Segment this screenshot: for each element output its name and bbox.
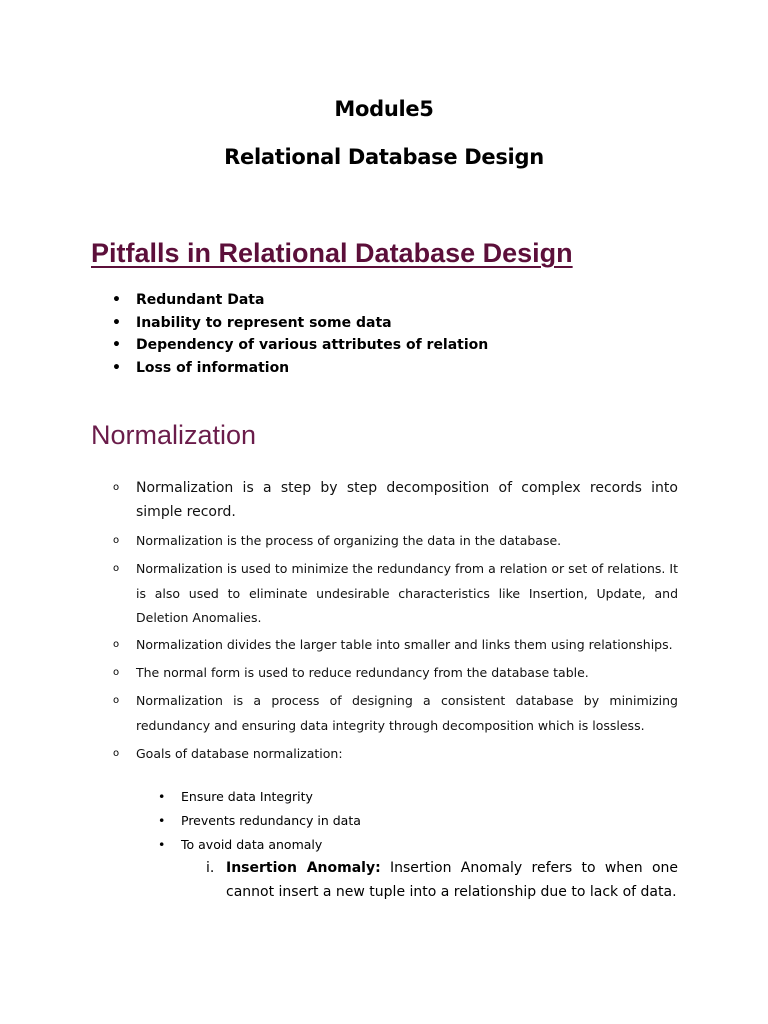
anomaly-definition: Insertion Anomaly refers to when one cannot insert a new tuple into a relationship due to lack of data. — [226, 860, 678, 900]
list-item-text: Dependency of various attributes of relation — [136, 337, 489, 353]
list-item — [112, 334, 488, 357]
list-item-text: To avoid data anomaly — [181, 837, 323, 852]
list-item-text: Redundant Data — [136, 292, 265, 308]
list-item-text: Normalization divides the larger table into smaller and links them using relationships. — [136, 637, 673, 652]
circle-bullet-icon: o — [113, 695, 120, 706]
list-item-text: The normal form is used to reduce redundancy from the database table. — [136, 665, 589, 680]
goals-list — [158, 785, 361, 857]
list-item-text: Goals of database normalization: — [136, 746, 343, 761]
bullet-icon: • — [112, 337, 121, 353]
list-item-text: Normalization is the process of organizing the data in the database. — [136, 533, 562, 548]
anomaly-term: Insertion Anomaly: — [226, 860, 381, 876]
circle-bullet-icon: o — [113, 639, 120, 650]
list-item-text: Loss of information — [136, 359, 290, 376]
roman-numeral: i. — [206, 860, 215, 876]
bullet-icon: • — [158, 837, 166, 852]
list-item — [112, 289, 488, 312]
bullet-icon: • — [112, 292, 121, 308]
list-item — [112, 357, 488, 380]
list-item-text: Normalization is a process of designing a consistent database by minimizing redundancy and ensuring data integrity through decomposition which is lossless. — [136, 693, 678, 733]
list-item-text: Normalization is used to minimize the redundancy from a relation or set of relations. It is also used to eliminate undesirable characteristics like Insertion, Update, and Deletion Anomalies. — [136, 561, 678, 625]
circle-bullet-icon: o — [113, 482, 120, 493]
bullet-icon: • — [158, 813, 166, 828]
circle-bullet-icon: o — [113, 535, 120, 546]
list-item-text: Ensure data Integrity — [181, 789, 313, 804]
bullet-icon: • — [158, 789, 166, 804]
document-subtitle: Relational Database Design — [224, 145, 544, 169]
list-item-text: Normalization is a step by step decomposition of complex records into simple record. — [136, 480, 678, 520]
module-title: Module5 — [334, 97, 434, 121]
list-item — [158, 833, 361, 857]
list-item-text: Inability to represent some data — [136, 314, 392, 331]
circle-bullet-icon: o — [113, 667, 120, 678]
circle-bullet-icon: o — [113, 563, 120, 574]
bullet-icon: • — [112, 314, 121, 331]
normalization-heading: Normalization — [91, 420, 257, 450]
circle-bullet-icon: o — [113, 748, 120, 759]
list-item — [158, 785, 361, 809]
list-item-text: Prevents redundancy in data — [181, 813, 361, 828]
anomaly-paragraph — [226, 856, 678, 904]
pitfalls-list — [112, 289, 488, 379]
list-item — [158, 809, 361, 833]
pitfalls-heading: Pitfalls in Relational Database Design — [91, 238, 573, 268]
list-item — [112, 312, 488, 335]
bullet-icon: • — [112, 359, 121, 376]
